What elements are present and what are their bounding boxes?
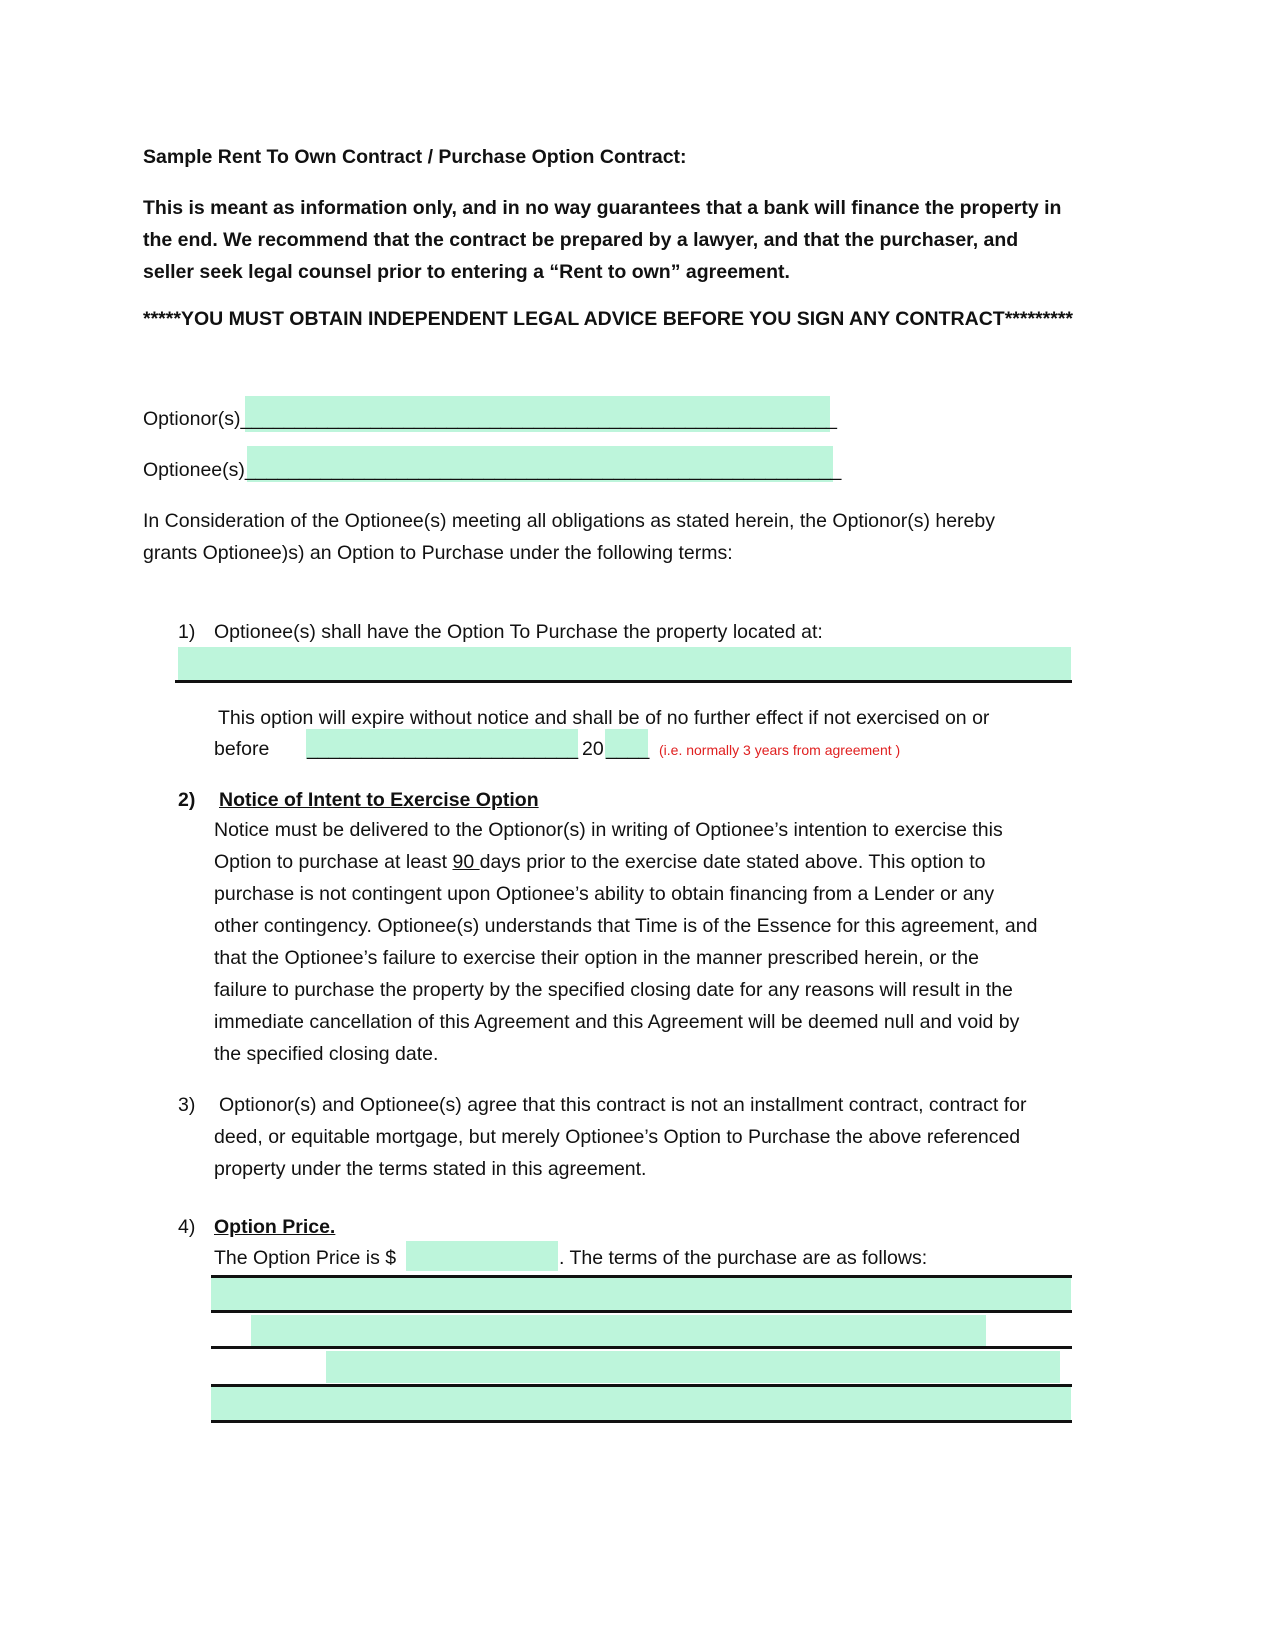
item2-line2-pre: Option to purchase at least xyxy=(214,851,453,873)
consideration-line: In Consideration of the Optionee(s) meeting all obligations as stated herein, the Optionor(s) hereby xyxy=(143,510,995,532)
item4-number: 4) xyxy=(178,1216,196,1238)
item2-heading: Notice of Intent to Exercise Option xyxy=(219,789,539,811)
consideration-line: grants Optionee)s) an Option to Purchase under the following terms: xyxy=(143,542,733,564)
expiry-note: (i.e. normally 3 years from agreement ) xyxy=(659,742,901,758)
item3-line: Optionor(s) and Optionee(s) agree that this contract is not an installment contract, contract for xyxy=(219,1094,1027,1116)
disclaimer-line: seller seek legal counsel prior to entering a “Rent to own” agreement. xyxy=(143,261,790,283)
option-price-field[interactable] xyxy=(406,1241,558,1271)
item2-line: failure to purchase the property by the specified closing date for any reasons will result in the xyxy=(214,979,1013,1001)
item2-line xyxy=(214,846,1037,878)
item2-line: immediate cancellation of this Agreement and this Agreement will be deemed null and void by xyxy=(214,1011,1020,1033)
item2-body xyxy=(214,814,1037,1070)
item2-line: that the Optionee’s failure to exercise their option in the manner prescribed herein, or the xyxy=(214,947,979,969)
optionee-row xyxy=(143,459,841,482)
item3-number: 3) xyxy=(178,1094,196,1116)
expiry-year-blank: ____ xyxy=(606,738,650,760)
item4-heading: Option Price. xyxy=(214,1216,336,1238)
optionor-line: _______________________________________________________ xyxy=(240,408,838,430)
terms-field-2[interactable] xyxy=(251,1315,986,1346)
item2-line2-post: days prior to the exercise date stated above. This option to xyxy=(479,851,986,873)
consideration-paragraph xyxy=(143,505,995,569)
optionor-label: Optionor(s) xyxy=(143,408,241,430)
expire-before-label: before xyxy=(214,738,270,760)
terms-field-3[interactable] xyxy=(326,1351,1060,1383)
item2-number: 2) xyxy=(178,789,196,811)
item1-text: Optionee(s) shall have the Option To Purchase the property located at: xyxy=(214,621,823,643)
notice-days-value[interactable]: 90 xyxy=(452,851,480,873)
disclaimer-line: This is meant as information only, and in no way guarantees that a bank will finance the property in xyxy=(143,197,1062,219)
item2-line: purchase is not contingent upon Optionee’s ability to obtain financing from a Lender or any xyxy=(214,883,995,905)
terms-field-1[interactable] xyxy=(211,1278,1071,1310)
optionor-row xyxy=(143,408,837,431)
option-price-pre: The Option Price is $ xyxy=(214,1247,397,1269)
item3-body xyxy=(214,1089,1026,1185)
item3-line: property under the terms stated in this agreement. xyxy=(214,1158,647,1180)
item2-line: Notice must be delivered to the Optionor(s) in writing of Optionee’s intention to exercise this xyxy=(214,819,1003,841)
expire-line: This option will expire without notice and shall be of no further effect if not exercised on or xyxy=(218,707,990,729)
terms-rule xyxy=(211,1420,1072,1423)
legal-warning: *****YOU MUST OBTAIN INDEPENDENT LEGAL ADVICE BEFORE YOU SIGN ANY CONTRACT********* xyxy=(143,308,1073,330)
terms-rule xyxy=(211,1310,1072,1313)
item2-line: other contingency. Optionee(s) understands that Time is of the Essence for this agreement, and xyxy=(214,915,1038,937)
optionee-line: _______________________________________________________ xyxy=(244,459,842,481)
terms-rule xyxy=(211,1346,1072,1349)
disclaimer-line: the end. We recommend that the contract be prepared by a lawyer, and that the purchaser, and xyxy=(143,229,1019,251)
property-address-rule xyxy=(175,680,1072,683)
document-title: Sample Rent To Own Contract / Purchase Option Contract: xyxy=(143,146,687,168)
item3-line: deed, or equitable mortgage, but merely Optionee’s Option to Purchase the above referenced xyxy=(214,1126,1021,1148)
disclaimer xyxy=(143,192,1061,288)
property-address-field[interactable] xyxy=(178,647,1071,680)
expiry-date-blank: _________________________ xyxy=(307,738,579,760)
optionee-label: Optionee(s) xyxy=(143,459,245,481)
terms-field-4[interactable] xyxy=(211,1387,1071,1420)
year-prefix: 20 xyxy=(582,738,604,760)
item2-line: the specified closing date. xyxy=(214,1043,439,1065)
item1-number: 1) xyxy=(178,621,196,643)
option-price-post: . The terms of the purchase are as follows: xyxy=(559,1247,928,1269)
